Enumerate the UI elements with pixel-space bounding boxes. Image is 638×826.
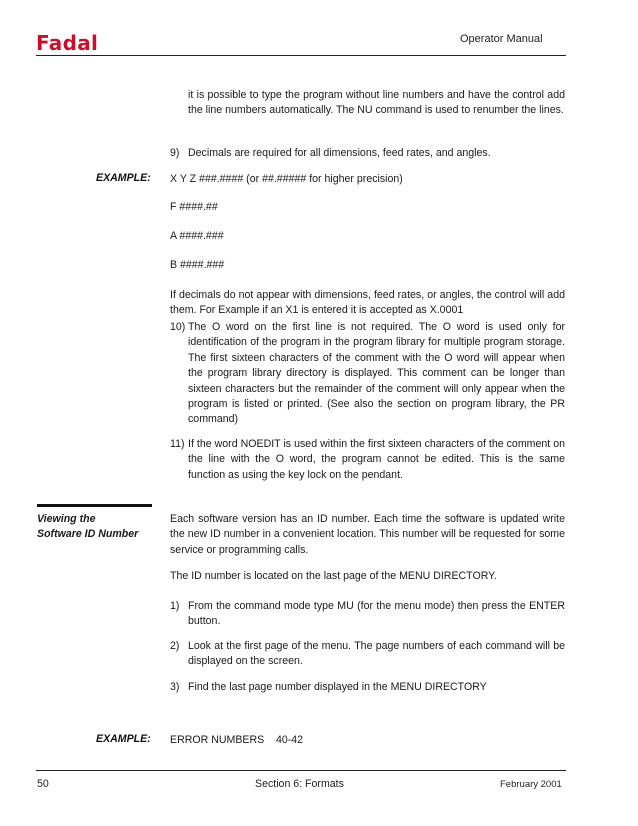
example-label: EXAMPLE: xyxy=(96,172,151,184)
list-item-8-continuation xyxy=(170,88,565,119)
manual-title: Operator Manual xyxy=(460,33,543,45)
step-2 xyxy=(170,639,565,670)
step-number: 2) xyxy=(170,640,180,652)
footer-rule xyxy=(36,770,566,771)
example-value: ERROR NUMBERS 40-42 xyxy=(170,734,304,746)
example-label-2: EXAMPLE: xyxy=(96,733,151,745)
list-number: 11) xyxy=(170,438,185,450)
list-item-9 xyxy=(170,146,565,161)
section-paragraph-1: Each software version has an ID number. Each time the software is updated write the new ID number in a convenient location. This number will be requested for some service or programming calls. xyxy=(170,513,565,556)
example-line-3: A ####.### xyxy=(170,230,224,242)
section-title-line-2: Software ID Number xyxy=(37,528,139,541)
section-rule xyxy=(37,504,152,507)
step-text: From the command mode type MU (for the menu mode) then press the ENTER button. xyxy=(188,600,565,628)
paragraph-text: it is possible to type the program without line numbers and have the control add the line numbers automatically. The NU command is used to renumber the lines. xyxy=(188,89,565,117)
section-title-line-1: Viewing the xyxy=(37,513,96,525)
list-item-11 xyxy=(170,437,565,483)
step-number: 3) xyxy=(170,681,180,693)
section-title xyxy=(37,512,138,543)
step-text: Find the last page number displayed in the MENU DIRECTORY xyxy=(188,681,487,693)
step-1 xyxy=(170,599,565,630)
list-text: If the word NOEDIT is used within the first sixteen characters of the comment on the line with the O word, the program cannot be edited. This is the same function as using the key lock on the pendant. xyxy=(188,438,565,481)
decimals-note: If decimals do not appear with dimensions, feed rates, or angles, the control will add them. For Example if an X1 is entered it is accepted as X.0001 xyxy=(170,289,565,317)
step-text: Look at the first page of the menu. The page numbers of each command will be displayed on the screen. xyxy=(188,640,565,668)
page-number: 50 xyxy=(37,778,49,790)
header-rule xyxy=(36,55,566,56)
list-text: Decimals are required for all dimensions, feed rates, and angles. xyxy=(188,147,491,159)
example-line-1: X Y Z ###.#### (or ##.##### for higher precision) xyxy=(170,173,403,185)
list-text: The O word on the first line is not required. The O word is used only for identification of the program in the program library for multiple program storage. The first sixteen characters of the comment with the O word will appear when the program library directory is displayed. This comment can be longer than sixteen characters but the remainder of the comment will only appear when the program is listed or printed. (See also the section on program library, the PR command) xyxy=(188,321,565,426)
step-3 xyxy=(170,680,565,695)
fadal-logo: Fadal xyxy=(36,31,99,55)
step-number: 1) xyxy=(170,600,180,612)
example-line-2: F ####.## xyxy=(170,201,218,213)
list-item-10 xyxy=(170,320,565,428)
footer-section: Section 6: Formats xyxy=(255,778,344,790)
list-number: 9) xyxy=(170,147,180,159)
section-paragraph-2: The ID number is located on the last page of the MENU DIRECTORY. xyxy=(170,570,497,582)
footer-date: February 2001 xyxy=(500,779,562,790)
example-line-4: B ####.### xyxy=(170,259,225,271)
list-number: 10) xyxy=(170,321,186,333)
